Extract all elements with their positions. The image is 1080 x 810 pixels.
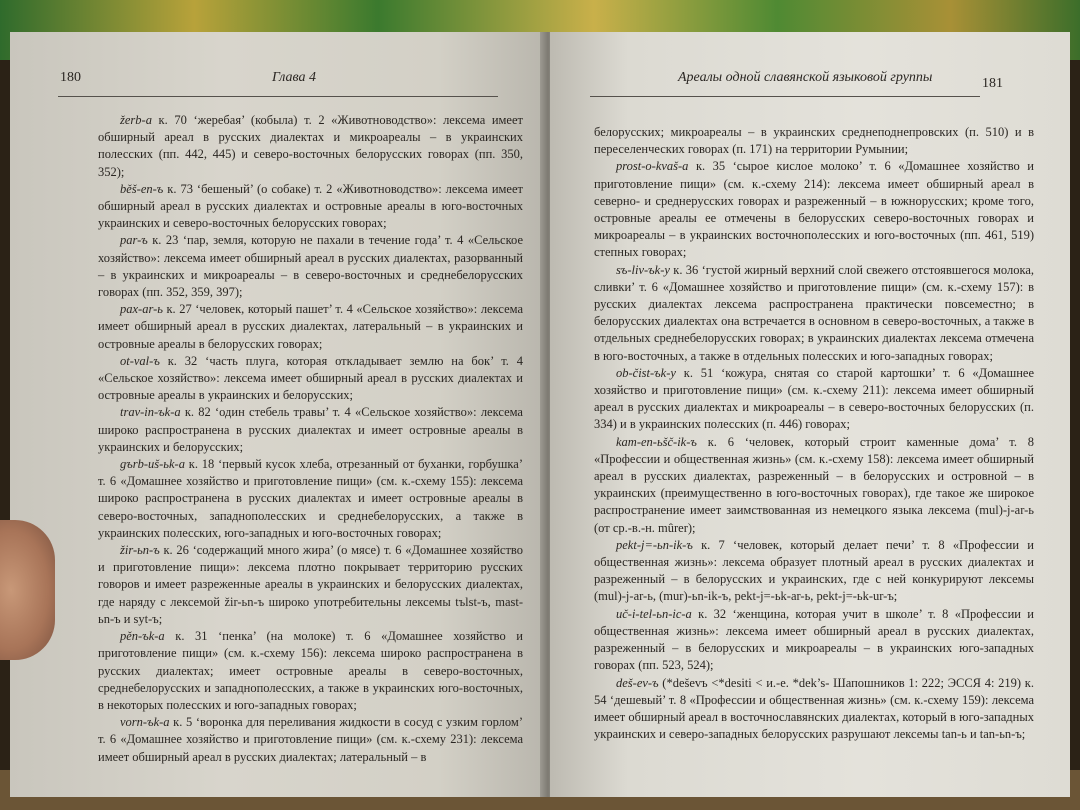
left-running-head: Глава 4 bbox=[272, 70, 316, 85]
thumb bbox=[0, 520, 55, 660]
entry-paragraph: dеš-ev-ъ (*deševъ <*desiti < и.-е. *dek’s- Шапошников 1: 222; ЭССЯ 4: 219) к. 54 ‘дешевый’ т. 8 «Профессии и общественная жизнь» (см. к.-схему 159): лексема имеет обширный ареал в восточнославянских диалектах, который в юго-западных украинских и северо-западных белорусских разрушают лексемы tan-ь и tan-ьn-ъ; bbox=[594, 675, 1034, 742]
entry-paragraph: gъrb-uš-ьk-a к. 18 ‘первый кусок хлеба, отрезанный от буханки, горбушка’ т. 6 «Домашнее хозяйство и приготовление пищи» (см. к.-схему 155): лексема широко распространена в русских диалектах и имеет островные ареалы в северо-восточных, западнополесских и среднебелорусских, а также в украинских полесских, юго-западных и юго-восточных говорах; bbox=[98, 457, 523, 540]
entry-paragraph: prost-o-kvaš-a к. 35 ‘сырое кислое молоко’ т. 6 «Домашнее хозяйство и приготовление пищи» (см. к.-схему 214): лексема имеет обширный ареал в северно- и среднерусских говорах и разреженный – в южнорусских; кроме того, островные ареалы ее отмечены в белорусских северо-восточных говорах и микроареалы – в украинских восточнополесских и юго-восточных (пп. 461, 519) степных говорах; bbox=[594, 159, 1034, 260]
right-page-number: 181 bbox=[982, 76, 1003, 91]
entry-paragraph: uč-i-tel-ьn-ic-a к. 32 ‘женщина, которая учит в школе’ т. 8 «Профессии и общественная жизнь»: лексема имеет обширный ареал в русских диалектах, разреженный – в белорусских и микроареалы – в украинских юго-западных говорах (пп. 523, 524); bbox=[594, 606, 1034, 673]
left-page-number: 180 bbox=[60, 70, 81, 85]
right-head-rule bbox=[590, 96, 980, 97]
left-body-text bbox=[98, 112, 523, 766]
entry-paragraph: ot-val-ъ к. 32 ‘часть плуга, которая откладывает землю на бок’ т. 4 «Сельское хозяйство»: лексема имеет обширный ареал в русских диалектах и островные ареалы в украинских и белорусских; bbox=[98, 353, 523, 403]
right-running-head: Ареалы одной славянской языковой группы bbox=[678, 70, 933, 85]
entry-paragraph: pěn-ъk-a к. 31 ‘пенка’ (на молоке) т. 6 «Домашнее хозяйство и приготовление пищи» (см. к.-схему 156): лексема широко распространена в русских диалектах; имеет островные ареалы в северо-восточных, среднебелорусских и западнополесских, а также в украинских юго-восточных, в некоторых полесских и юго-западных говорах; bbox=[98, 629, 523, 712]
entry-paragraph: pax-ar-ь к. 27 ‘человек, который пашет’ т. 4 «Сельское хозяйство»: лексема имеет обширный ареал в русских диалектах, латеральный – в украинских и островные ареалы в белорусских говорах; bbox=[98, 302, 523, 351]
entry-paragraph: ob-čist-ъk-y к. 51 ‘кожура, снятая со старой картошки’ т. 6 «Домашнее хозяйство и приготовление пищи» (см. к.-схему 211): лексема имеет обширный ареал в русских диалектах и микроареалы – в северо-восточных белорусских (п. 334) и в украинских полесских (п. 446) говорах; bbox=[594, 365, 1034, 432]
entry-paragraph: žerb-a к. 70 ‘жеребая’ (кобыла) т. 2 «Животноводство»: лексема имеет обширный ареал в русских диалектах и микроареалы – в украинских полесских (пп. 442, 445) и северо-восточных белорусских говорах (пп. 350, 352); bbox=[98, 113, 523, 179]
entry-paragraph: kam-en-ьšč-ik-ъ к. 6 ‘человек, который строит каменные дома’ т. 8 «Профессии и общественная жизнь» (см. к.-схему 158): лексема имеет обширный ареал в русских диалектах, разреженный – в белорусских и островной – в украинских (преимущественно в юго-восточных говорах), где такое же широкое распространение имеет заимствованная из немецкого языка лексема (mul)-j-ar-ь (от ср.-в.-н. mûrer); bbox=[594, 434, 1034, 535]
continued-paragraph: белорусских; микроареалы – в украинских среднеподнепровских (п. 510) и в переселенческих говорах (п. 171) на территории Румынии; bbox=[594, 125, 1034, 157]
entry-paragraph: trav-in-ъk-a к. 82 ‘один стебель травы’ т. 4 «Сельское хозяйство»: лексема широко распространена в русских диалектах и имеет островные ареалы в украинских и белорусских; bbox=[98, 405, 523, 454]
right-body-text bbox=[594, 124, 1034, 743]
right-page bbox=[550, 32, 1070, 797]
left-head-rule bbox=[58, 96, 498, 97]
entry-paragraph: sъ-liv-ъk-y к. 36 ‘густой жирный верхний слой свежего отстоявшегося молока, сливки’ т. 6 «Домашнее хозяйство и приготовление пищи» (см. к.-схему 157): в русских диалектах лексема распространена практически повсеместно; в белорусских диалектах она встречается в основном в северо-восточных, а также в отдельных среднебелорусских говорах; в украинских диалектах лексема отмечена в юго-восточных, а также в отдельных полесских и юго-западных говорах; bbox=[594, 262, 1034, 363]
entry-paragraph: běš-en-ъ к. 73 ‘бешеный’ (о собаке) т. 2 «Животноводство»: лексема имеет обширный ареал в русских диалектах и островные ареалы в юго-восточных украинских и северо-восточных белорусских говорах; bbox=[98, 181, 523, 231]
entry-paragraph: žir-ьn-ъ к. 26 ‘содержащий много жира’ (о мясе) т. 6 «Домашнее хозяйство и приготовление пищи»: лексема плотно покрывает территорию русских говоров и имеет разреженные ареалы в украинских и белорусских диалектах, где наряду с лексемой žir-ьn-ъ широко употребительны лексемы tъlst-ъ, mast-ьn-ъ и syt-ъ; bbox=[98, 543, 523, 626]
entry-paragraph: par-ъ к. 23 ‘пар, земля, которую не пахали в течение года’ т. 4 «Сельское хозяйство»: лексема имеет обширный ареал в русских диалектах, разорванный – в украинских и микроареалы – в северо-восточных и среднебелорусских говорах (пп. 352, 359, 397); bbox=[98, 233, 523, 300]
left-page bbox=[10, 32, 545, 797]
entry-paragraph: pekt-j=-ьn-ik-ъ к. 7 ‘человек, который делает печи’ т. 8 «Профессии и общественная жизнь»: лексема образует плотный ареал в русских диалектах и разреженный – в белорусских и украинских, где с ней конкурируют лексемы (mul)-j-ar-ь, (mur)-ьn-ik-ъ, pekt-j=-ьk-ar-ь, pekt-j=-ьk-ur-ъ; bbox=[594, 537, 1034, 604]
entry-paragraph: vorn-ъk-a к. 5 ‘воронка для переливания жидкости в сосуд с узким горлом’ т. 6 «Домашнее хозяйство и приготовление пищи» (см. к.-схему 231): лексема имеет обширный ареал в русских диалектах; латеральный – в bbox=[98, 715, 523, 764]
